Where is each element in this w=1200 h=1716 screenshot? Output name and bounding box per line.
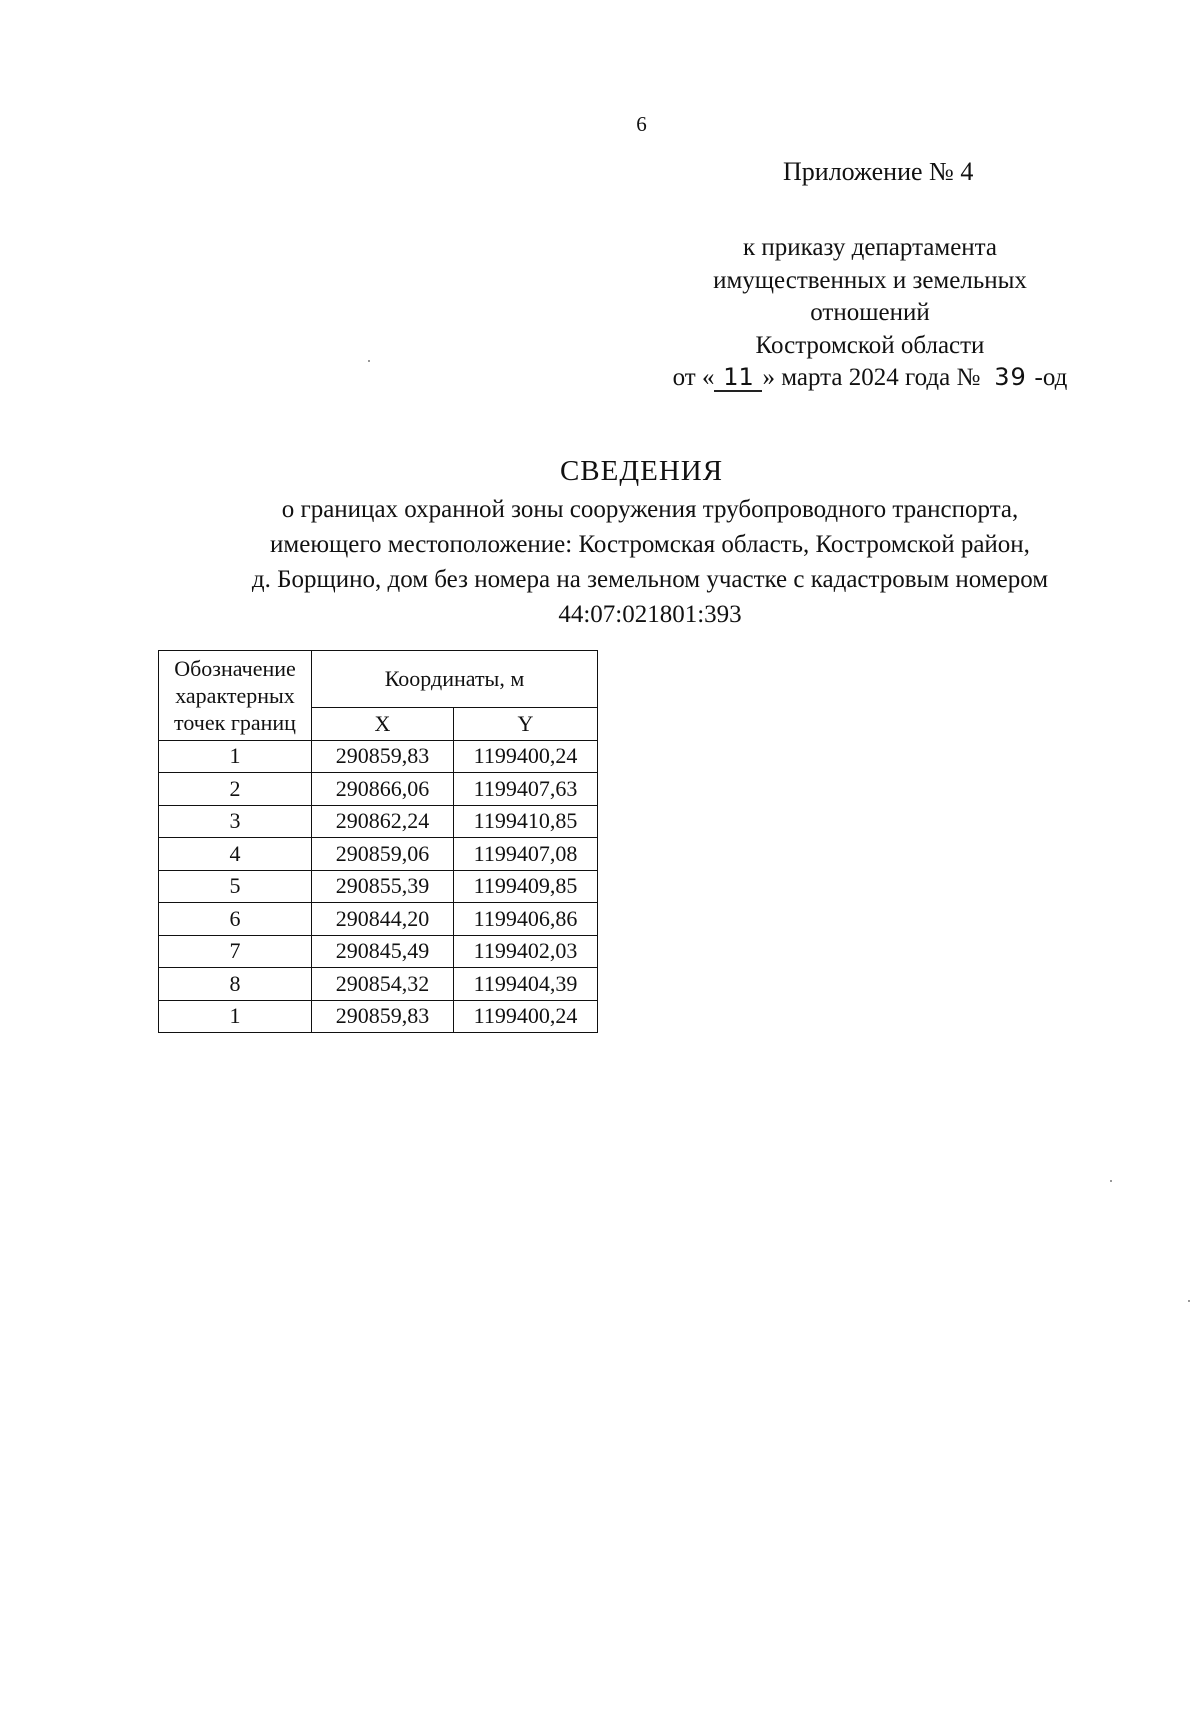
x-cell: 290866,06 xyxy=(312,773,454,806)
y-cell: 1199404,39 xyxy=(454,968,598,1001)
order-line-3: отношений xyxy=(810,299,930,326)
subheading-line-4: 44:07:021801:393 xyxy=(558,601,742,628)
order-number-suffix: -од xyxy=(1034,364,1068,391)
y-cell: 1199407,08 xyxy=(454,838,598,871)
point-cell: 1 xyxy=(159,1000,312,1033)
y-cell: 1199409,85 xyxy=(454,870,598,903)
point-cell: 1 xyxy=(159,740,312,773)
subheading-line-2: имеющего местоположение: Костромская область, Костромской район, xyxy=(270,531,1030,558)
table-row xyxy=(159,1000,598,1033)
x-cell: 290845,49 xyxy=(312,935,454,968)
table-row xyxy=(159,870,598,903)
y-cell: 1199407,63 xyxy=(454,773,598,806)
subheading-line-1: о границах охранной зоны сооружения трубопроводного транспорта, xyxy=(281,496,1019,523)
scan-speck xyxy=(368,360,370,362)
y-cell: 1199400,24 xyxy=(454,1000,598,1033)
appendix-title: Приложение № 4 xyxy=(783,157,974,186)
x-cell: 290859,83 xyxy=(312,740,454,773)
order-date-day-handwritten: 11 xyxy=(714,364,762,392)
x-header: X xyxy=(312,708,454,741)
point-cell: 4 xyxy=(159,838,312,871)
y-cell: 1199402,03 xyxy=(454,935,598,968)
order-number-handwritten: 39 xyxy=(994,363,1027,391)
order-line-2: имущественных и земельных xyxy=(713,266,1027,294)
x-cell: 290854,32 xyxy=(312,968,454,1001)
coordinates-table xyxy=(158,650,598,1033)
x-cell: 290859,83 xyxy=(312,1000,454,1033)
table-row xyxy=(159,903,598,936)
document-heading: СВЕДЕНИЯ xyxy=(559,455,724,487)
x-cell: 290862,24 xyxy=(312,805,454,838)
y-cell: 1199400,24 xyxy=(454,740,598,773)
order-reference-block xyxy=(650,232,1090,395)
scan-speck xyxy=(1188,1300,1190,1302)
point-cell: 2 xyxy=(159,773,312,806)
point-cell: 6 xyxy=(159,903,312,936)
coordinates-header: Координаты, м xyxy=(312,651,598,708)
table-row xyxy=(159,968,598,1001)
point-cell: 3 xyxy=(159,805,312,838)
point-cell: 5 xyxy=(159,870,312,903)
table-row xyxy=(159,740,598,773)
designation-header xyxy=(159,651,312,741)
order-date-mid: » марта 2024 года № xyxy=(762,364,981,391)
table-row xyxy=(159,805,598,838)
point-cell: 7 xyxy=(159,935,312,968)
order-line-4: Костромской области xyxy=(755,331,985,359)
table-row xyxy=(159,773,598,806)
order-date-prefix: от « xyxy=(672,364,715,391)
y-cell: 1199410,85 xyxy=(454,805,598,838)
y-cell: 1199406,86 xyxy=(454,903,598,936)
table-row xyxy=(159,935,598,968)
x-cell: 290859,06 xyxy=(312,838,454,871)
designation-header-line-1: Обозначение xyxy=(174,655,296,681)
table-row xyxy=(159,838,598,871)
order-date-line xyxy=(650,362,1090,395)
order-line-1: к приказу департамента xyxy=(742,234,998,261)
designation-header-line-3: точек границ xyxy=(174,709,296,735)
document-subheading xyxy=(175,492,1125,632)
page-number: 6 xyxy=(636,112,647,136)
x-cell: 290855,39 xyxy=(312,870,454,903)
x-cell: 290844,20 xyxy=(312,903,454,936)
y-header: Y xyxy=(454,708,598,741)
point-cell: 8 xyxy=(159,968,312,1001)
designation-header-line-2: характерных xyxy=(175,682,295,708)
scan-speck xyxy=(1110,1180,1112,1182)
subheading-line-3: д. Борщино, дом без номера на земельном участке с кадастровым номером xyxy=(251,566,1049,593)
